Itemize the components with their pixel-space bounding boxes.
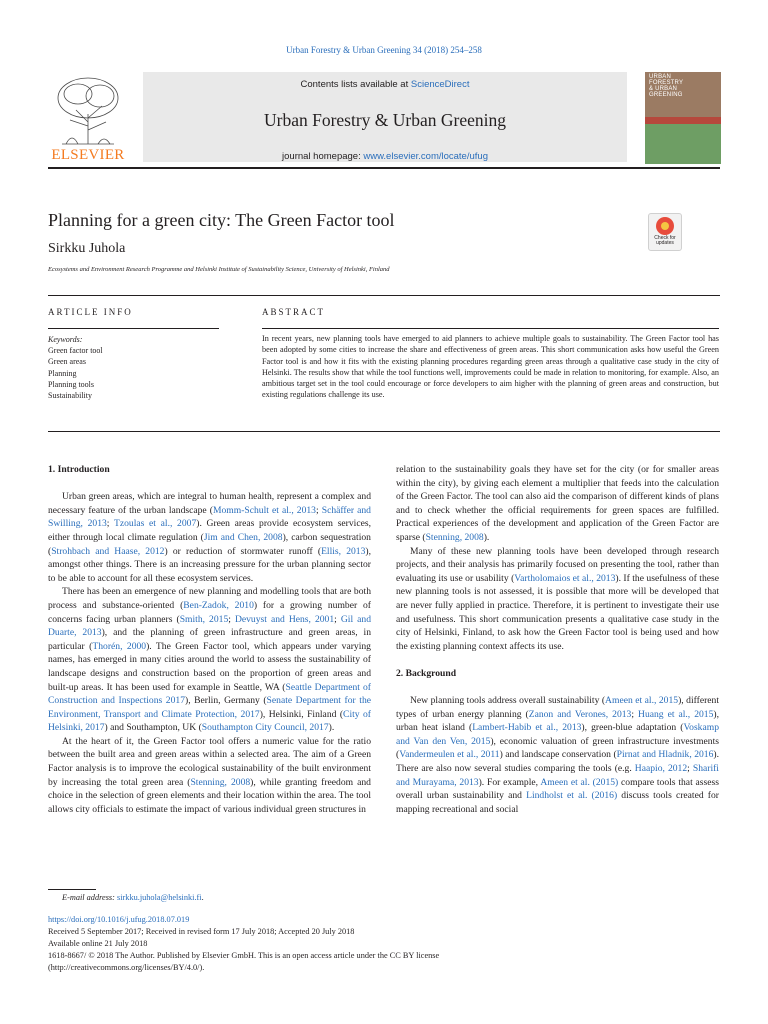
- paragraph: [48, 585, 371, 735]
- citation-link[interactable]: Jim and Chen, 2008: [203, 531, 283, 543]
- journal-cover-thumbnail[interactable]: [645, 72, 721, 164]
- citation-link[interactable]: Stenning, 2008: [190, 776, 251, 788]
- citation-link[interactable]: Gil and Duarte, 2013: [48, 613, 371, 639]
- citation-link[interactable]: Thorén, 2000: [92, 640, 147, 652]
- cover-title: [649, 74, 683, 98]
- citation-link[interactable]: City of Helsinki, 2017: [48, 708, 372, 734]
- paragraph-text: ), Helsinki, Finland (: [259, 708, 344, 720]
- citation-link[interactable]: Smith, 2015: [179, 613, 229, 625]
- citation-link[interactable]: Ameen et al. (2015): [540, 776, 619, 788]
- citation-link[interactable]: Strohbach and Haase, 2012: [51, 545, 165, 557]
- paragraph-text: ) and landscape conservation (: [499, 749, 617, 761]
- cover-title-line: FORESTRY: [649, 80, 684, 86]
- section-heading: 1. Introduction: [48, 464, 110, 475]
- cover-image: [645, 124, 721, 164]
- paragraph-text: ). Green areas provide ecosystem services, either through local climate regulation (: [48, 518, 371, 543]
- article-meta: [48, 914, 648, 974]
- cover-title-line: URBAN: [649, 74, 672, 80]
- email-footnote: [62, 893, 204, 902]
- keywords-label: Keywords:: [48, 335, 83, 344]
- paragraph-text: ), economic valuation of green infrastructure investments (: [396, 735, 719, 761]
- paragraph-text: ), while granting freedom and choice in the selection of green elements and their location within the area. The tool allows city officials to estimate the impact of various individual green structures in: [48, 776, 371, 815]
- citation-link[interactable]: Stenning, 2008: [425, 531, 484, 543]
- cover-title-line: & URBAN: [649, 86, 678, 92]
- keyword: Green areas: [48, 357, 86, 367]
- email-label: E-mail address:: [62, 893, 117, 902]
- citation-link[interactable]: Tzoulas et al., 2007: [113, 518, 197, 530]
- citation-link[interactable]: Sharifi and Murayama, 2013: [396, 763, 719, 788]
- abstract-rule-bottom: [48, 431, 720, 432]
- header-rule: [48, 167, 720, 169]
- contents-line: [143, 79, 627, 90]
- paragraph-text: ). There are also now several studies comparing the tools (e.g.: [396, 749, 719, 775]
- paragraph-text: ), green-blue adaptation (: [581, 722, 684, 734]
- check-for-updates-label: Check for updates: [654, 235, 676, 246]
- paragraph: [396, 463, 719, 545]
- citation-link[interactable]: Vandermeulen et al., 2011: [399, 749, 500, 761]
- paragraph-text: ;: [334, 613, 341, 625]
- body-column-left: [48, 463, 371, 816]
- abstract-rule: [262, 328, 719, 329]
- email-period: .: [201, 893, 204, 902]
- paragraph-text: compare tools that assess overall urban sustainability and: [396, 776, 719, 802]
- paragraph: [396, 694, 719, 816]
- keyword: Green factor tool: [48, 346, 103, 356]
- homepage-label: journal homepage:: [282, 151, 364, 162]
- paragraph: [48, 490, 371, 585]
- citation-link[interactable]: Ben-Zadok, 2010: [183, 599, 254, 611]
- body-column-right: [396, 463, 719, 816]
- footnote-rule: [48, 889, 96, 890]
- journal-title: Urban Forestry & Urban Greening: [263, 110, 507, 130]
- citation-link[interactable]: Vartholomaios et al., 2013: [514, 572, 616, 584]
- paragraph-text: ). The Green Factor tool, which appears under varying names, has emerged in many cities around the world to assess the sustainability of landscape designs and construction based on the proportion of green areas and built-up areas. It has been used for example in Seattle, WA (: [48, 640, 371, 693]
- section-heading: 2. Background: [396, 667, 457, 679]
- paragraph-text: ). For example,: [478, 776, 541, 788]
- keyword: Planning tools: [48, 379, 95, 389]
- contents-prefix: Contents lists available at: [300, 79, 411, 90]
- paragraph-text: ).: [328, 722, 335, 734]
- citation-link[interactable]: Senate Department for the Environment, Transport and Climate Protection, 2017: [48, 695, 371, 720]
- paragraph-text: ). If the usefulness of these new planning tools is not assessed, it is possible that more will be developed that are never fully applied in practice. Therefore, it is pertinent to investigate their use and usefulness. This short communication presents a qualitative case study in the city of Helsinki, Finland, to ask how the Green Factor tool is being used and how the existing planning context affects its use.: [396, 572, 719, 652]
- paragraph-text: At the heart of it, the Green Factor tool offers a numeric value for the ratio between the built area and green areas within a selected area. The aim of a Green Factor analysis is to improve the ecological sustainability of the built environment by increasing the total green area (: [48, 735, 371, 788]
- doi-link[interactable]: https://doi.org/10.1016/j.ufug.2018.07.019: [48, 915, 190, 924]
- email-link[interactable]: sirkku.juhola@helsinki.fi: [117, 893, 202, 902]
- paragraph-text: ;: [631, 708, 639, 720]
- keyword: Planning: [48, 368, 77, 378]
- title-rule: [48, 295, 720, 296]
- paragraph-text: discuss tools created for mapping recreational and social: [396, 790, 719, 815]
- copyright-line: 1618-8667/ © 2018 The Author. Published by Elsevier GmbH. This is an open access article under the CC BY license: [48, 951, 440, 960]
- check-for-updates-badge[interactable]: [648, 213, 682, 251]
- paragraph-text: ), Berlin, Germany (: [185, 695, 267, 707]
- citation-link[interactable]: Huang et al., 2015: [638, 708, 714, 720]
- citation-link[interactable]: Ameen et al., 2015: [605, 695, 679, 707]
- citation-link[interactable]: Pirnat and Hladnik, 2016: [616, 749, 714, 761]
- abstract-text: In recent years, new planning tools have emerged to aid planners to achieve multiple goals to sustainability. The Green Factor tool has been adopted by some cities to increase the share and effectiveness of green areas. This short communication asks how useful the Green Factor tool is and how it fits with the existing planning procedures regarding green areas through a qualitative case study in the city of Helsinki. The results show that while the tool functions well, improvements could be made in relation to monitoring, for example. Also, an ambitious target set in the tool could encourage or force developers to aim higher with the planning of green areas and construction, but existing regulations challenge its use.: [262, 334, 719, 400]
- paragraph-text: Many of these new planning tools have been developed through research projects, and their analysis has primarily focused on presenting the tool, rather than evaluating its use or usability (: [396, 545, 719, 584]
- citation-link[interactable]: Lindholst et al. (2016): [526, 790, 618, 802]
- homepage-link[interactable]: www.elsevier.com/locate/ufug: [363, 151, 488, 162]
- paragraph-text: There has been an emergence of new planning and modelling tools that are both process and substance-oriented (: [48, 586, 371, 611]
- article-author: Sirkku Juhola: [48, 241, 126, 256]
- journal-citation[interactable]: Urban Forestry & Urban Greening 34 (2018) 254–258: [286, 45, 482, 55]
- citation-link[interactable]: Devuyst and Hens, 2001: [234, 613, 335, 625]
- paragraph-text: ) for a growing number of concerns facing urban planners (: [48, 599, 371, 625]
- paragraph: [396, 545, 719, 654]
- citation-link[interactable]: Ellis, 2013: [321, 545, 366, 557]
- paragraph-text: ;: [687, 763, 693, 775]
- journal-homepage: [143, 151, 627, 162]
- keywords-list: [48, 334, 218, 401]
- paragraph-text: ), carbon sequestration (: [48, 531, 371, 557]
- paragraph-text: ), and the planning of green infrastructure and green areas, in particular (: [48, 627, 371, 652]
- paragraph-text: ;: [228, 613, 235, 625]
- paragraph-text: relation to the sustainability goals they have set for the city (or for smaller areas within the city), by giving each element a multiplier that feeds into the calculation of the Green Factor. The tool can also aid the comparison of different kinds of plans and to check whether the official requirements for green spaces are fulfilled. Practical experiences of the development and application of the Green Factor are sparse (: [396, 464, 719, 543]
- citation-link[interactable]: Lambert-Habib et al., 2013: [472, 722, 582, 734]
- license-line: (http://creativecommons.org/licenses/BY/4.0/).: [48, 963, 205, 972]
- citation-link[interactable]: Haapio, 2012: [634, 763, 688, 775]
- paragraph: [48, 735, 371, 817]
- article-info-heading: ARTICLE INFO: [48, 307, 133, 317]
- paragraph-text: ), different types of urban energy planning (: [396, 695, 719, 720]
- cover-title-line: GREENING: [649, 92, 683, 98]
- citation-link[interactable]: Southampton City Council, 2017: [201, 722, 329, 734]
- received-dates: Received 5 September 2017; Received in revised form 17 July 2018; Accepted 20 July 2018: [48, 927, 355, 936]
- citation-link[interactable]: Zanon and Verones, 2013: [528, 708, 632, 720]
- paragraph-text: New planning tools address overall sustainability (: [410, 695, 606, 707]
- author-affiliation: Ecosystems and Environment Research Programme and Helsinki Institute of Sustainability Science, University of Helsinki, Finland: [48, 266, 390, 273]
- citation-link[interactable]: Voskamp and Van den Ven, 2015: [396, 722, 719, 747]
- sciencedirect-link[interactable]: ScienceDirect: [410, 79, 470, 90]
- citation-link[interactable]: Momm-Schult et al., 2013: [212, 504, 316, 516]
- citation-link[interactable]: Seattle Department of Construction and Inspections 2017: [48, 681, 371, 707]
- article-title: Planning for a green city: The Green Factor tool: [48, 210, 395, 230]
- paragraph-text: ;: [106, 518, 114, 530]
- paragraph-text: ) or reduction of stormwater runoff (: [164, 545, 322, 557]
- elsevier-wordmark: ELSEVIER: [51, 147, 125, 163]
- available-online: Available online 21 July 2018: [48, 939, 148, 948]
- keyword: Sustainability: [48, 391, 92, 401]
- paragraph-text: ) and Southampton, UK (: [104, 722, 202, 734]
- abstract-heading: ABSTRACT: [262, 307, 326, 317]
- paragraph-text: ), urban heat island (: [396, 708, 719, 734]
- paragraph-text: Urban green areas, which are integral to human health, represent a complex and necessary feature of the urban landscape (: [48, 491, 371, 516]
- paragraph-text: ).: [483, 531, 490, 543]
- paragraph-text: ), amongst other things. There is an increasing pressure for the urban planning sector to be able to account for all these ecosystem services.: [48, 545, 371, 584]
- article-info-rule: [48, 328, 219, 329]
- check-for-updates-icon: [656, 217, 674, 235]
- citation-link[interactable]: Schäffer and Swilling, 2013: [48, 504, 371, 530]
- paragraph-text: ;: [315, 504, 322, 516]
